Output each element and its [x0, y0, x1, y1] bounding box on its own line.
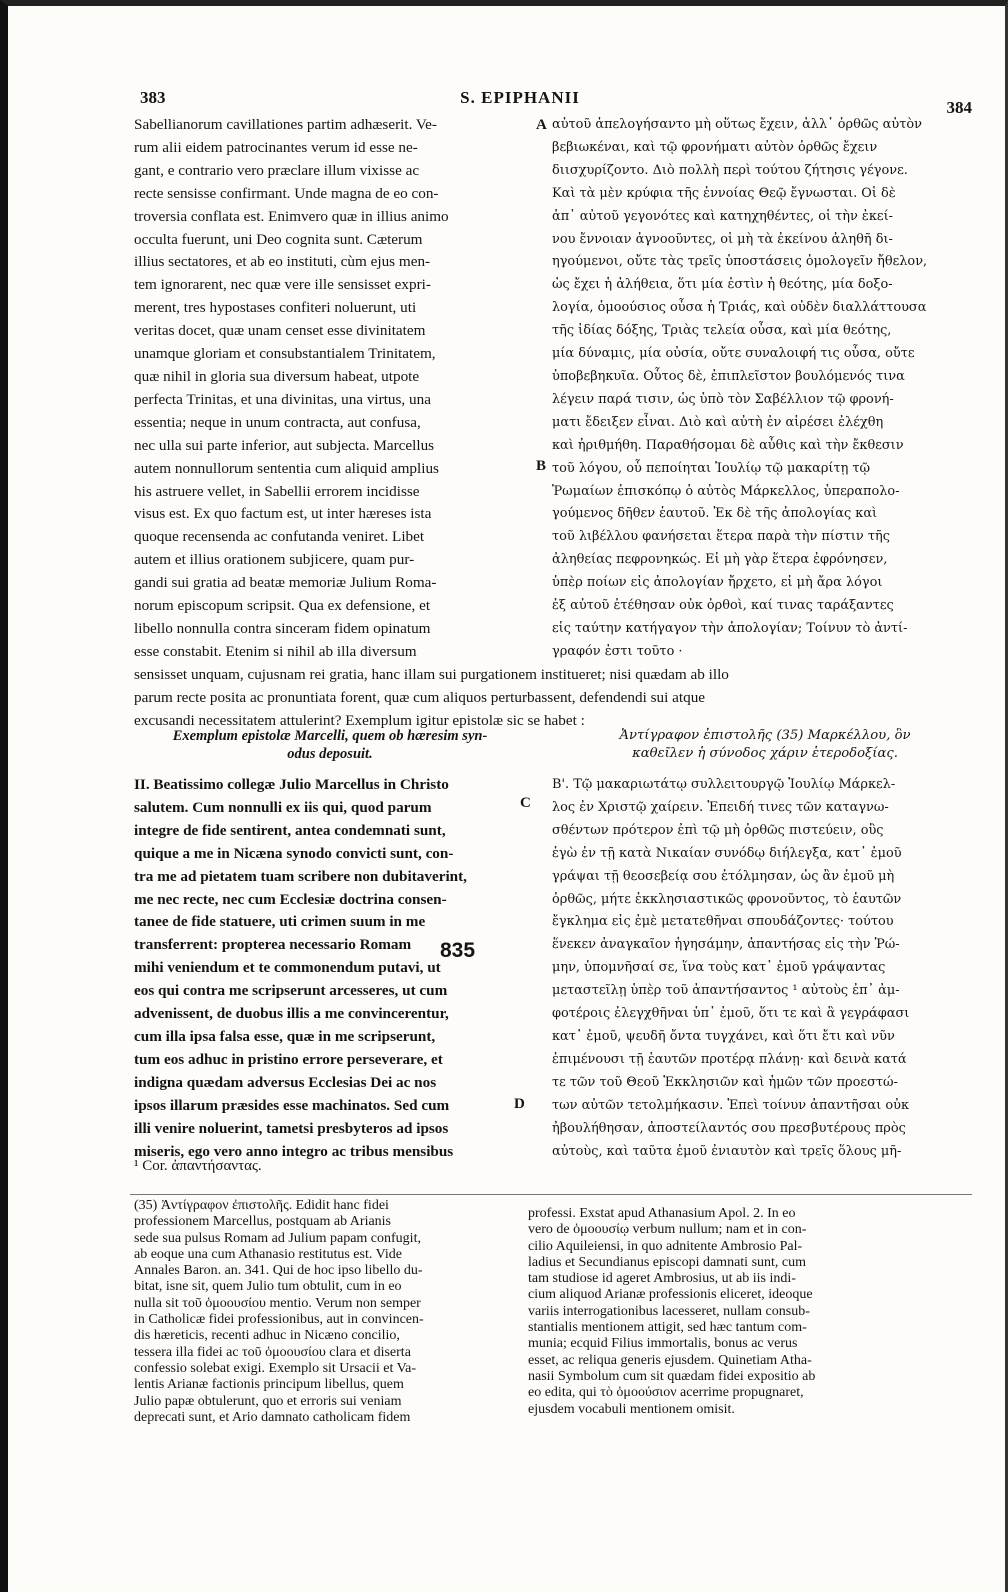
text-line: bitat, isne sit, quem Julio tum obtulit, cum in eo	[134, 1279, 402, 1295]
text-line: ejusdem vocabuli mentionem omisit.	[528, 1401, 735, 1417]
text-line: deprecati sunt, et Ario damnato catholicam fidem	[134, 1409, 411, 1425]
text-line: mihi veniendum et te commonendum putavi, ut	[134, 959, 441, 977]
text-line: sensisset unquam, cujusnam rei gratia, hanc illam sui purgationem institueret; nisi quædam ab illo	[134, 666, 729, 683]
text-line: λος ἐν Χριστῷ χαίρειν. Ἐπειδή τινες τῶν καταγνω-	[552, 799, 889, 815]
text-line: illi venire noluerint, tametsi presbyteros ad ipsos	[134, 1119, 449, 1137]
text-line: Καὶ τὰ μὲν κρύφια τῆς ἐννοίας Θεῷ ἔγνωσται. Οἱ δὲ	[552, 185, 896, 201]
latin-column-top	[134, 114, 524, 664]
text-line: ὡς ἔχει ἡ ἀλήθεια, ὅτι μία ἐστὶν ἡ θεότης, μία δοξο-	[552, 277, 893, 293]
text-line: autem nonnullorum sententia cum aliquid amplius	[134, 459, 439, 477]
text-line: stantialis mentionem attigit, sed hæc tantum com-	[528, 1320, 807, 1336]
text-line: merent, tres hypostases confiteri noluerunt, uti	[134, 299, 417, 317]
text-line: dis hæreticis, recenti adhuc in Nicæno concilio,	[134, 1328, 400, 1344]
text-line: quoque recensenda ac confutanda veniret. Libet	[134, 528, 425, 546]
text-line: II. Beatissimo collegæ Julio Marcellus in Christo	[134, 776, 449, 793]
text-line: nasii Symbolum cum sit quædam fidei expositio ab	[528, 1368, 816, 1384]
text-line: τοῦ λιβέλλου φανήσεται ἕτερα παρὰ τὴν πίστιν τῆς	[552, 529, 890, 545]
text-line: odus deposuit.	[287, 746, 373, 762]
text-line: ladius et Secundianus episcopi damnati sunt, cum	[528, 1254, 807, 1270]
greek-letter-heading	[556, 727, 974, 763]
text-line: διισχυρίζοντο. Διὸ πολλὴ περὶ τούτου ζήτησις γέγονε.	[552, 162, 908, 178]
latin-letter-heading	[130, 727, 530, 763]
text-line: ἐξ αὐτοῦ ἐτέθησαν οὐκ ὀρθοὶ, καί τινας ταράξαντες	[552, 598, 894, 614]
text-line: λογία, ὁμοούσιος οὖσα ἡ Τριάς, καὶ οὐδὲν διαλλάττουσα	[552, 300, 927, 316]
text-line: advenissent, de duobus illis a me convincerentur,	[134, 1005, 449, 1023]
page-number-left: 383	[140, 88, 166, 107]
text-line: illius sectatores, et ab eo instituti, cùm ejus men-	[134, 253, 431, 271]
text-line: ab eoque una cum Athanasio restitutus est. Vide	[134, 1246, 402, 1262]
text-line: ἀληθείας πεφρονηκώς. Εἰ μὴ γὰρ ἕτερα ἐφρόνησεν,	[552, 552, 888, 568]
text-line: ηγούμενοι, οὔτε τὰς τρεῖς ὑποστάσεις ὁμολογεῖν ἤθελον,	[552, 254, 928, 270]
text-line: Julio papæ obtulerunt, quo et erroris sui veniam	[134, 1393, 402, 1409]
text-line: ipsos illarum præsides esse machinatos. Sed cum	[134, 1096, 450, 1114]
text-line: tra me ad pietatem tuam scribere non dubitaverint,	[134, 867, 467, 885]
running-title: S. EPIPHANII	[460, 88, 580, 107]
section-marker-a: A	[536, 117, 547, 133]
text-line: integre de fide sentirent, antea condemnati sunt,	[134, 821, 446, 839]
text-line: quæ nihil in gloria sua diversum habeat, utpote	[134, 367, 420, 385]
text-line: miseris, ego vero anno integro ac tribus mensibus	[134, 1142, 454, 1160]
column-number: 835	[440, 939, 476, 962]
text-line: troversia conflata est. Enimvero quæ in illius animo	[134, 207, 449, 225]
latin-column-bottom	[134, 774, 524, 1163]
text-line: eos qui contra me scripserunt arcesseres, ut cum	[134, 982, 448, 1000]
notes-divider	[130, 1194, 972, 1195]
text-line: σθέντων πρότερον ἐπὶ τῷ μὴ ὀρθῶς πιστεύειν, οὓς	[552, 822, 884, 838]
text-line: των αὐτῶν τετολμήκασιν. Ἐπεὶ τοίνυν ἀπαντῆσαι οὐκ	[552, 1097, 910, 1113]
text-line: excusandi necessitatem attulerint? Exemplum igitur epistolæ sic se habet :	[134, 711, 585, 729]
text-line: perfecta Trinitas, et una divinitas, una virtus, una	[134, 390, 431, 408]
text-line: μεταστεῖλῃ ὑπὲρ τοῦ ἀπαντήσαντος ¹ αὐτοὺς ἐπ᾿ ἀμ-	[552, 983, 900, 999]
text-line: ὑποβεβηκυῖα. Οὗτος δὲ, ἐπιπλεῖστον βουλόμενός τινα	[552, 368, 905, 384]
text-line: ἀπ᾿ αὐτοῦ γεγονότες καὶ κατηχηθέντες, οἱ τὴν ἐκεί-	[552, 208, 893, 224]
text-line: καθεῖλεν ἡ σύνοδος χάριν ἑτεροδοξίας.	[632, 746, 898, 761]
text-line: ἐπιμένουσι τῇ ἑαυτῶν προτέρᾳ πλάνῃ· καὶ δεινὰ κατά	[552, 1051, 907, 1067]
text-line: in Catholicæ fidei professionibus, aut in convincen-	[134, 1312, 424, 1328]
text-line: veritas docet, quæ unam censet esse divinitatem	[134, 322, 426, 340]
text-line: unamque gloriam et consubstantialem Trinitatem,	[134, 345, 436, 363]
text-line: variis interrogationibus lacesseret, nullam consub-	[528, 1303, 810, 1319]
text-line: lentis Arianæ factionis principum libellus, quem	[134, 1377, 404, 1393]
text-line: cilio Aquileiensi, in quo adnitente Ambrosio Pal-	[528, 1238, 803, 1254]
text-line: ὑπὲρ ποίων εἰς ἀπολογίαν ἤρχετο, εἰ μὴ ἄρα λόγοι	[552, 575, 883, 591]
text-line: εἰς ταύτην κατήγαγον τὴν ἀπολογίαν; Τοίνυν τὸ ἀντί-	[552, 620, 908, 636]
text-line: (35) Ἀντίγραφον ἐπιστολῆς. Edidit hanc fidei	[134, 1198, 389, 1213]
text-line: τε τῶν τοῦ Θεοῦ Ἐκκλησιῶν καὶ ἡμῶν τῶν προεστώ-	[552, 1074, 898, 1090]
text-line: nec ulla sui parte inferior, aut subjecta. Marcellus	[134, 436, 435, 454]
text-line: αὐτοὺς, καὶ ταῦτα ἐμοῦ ἐνιαυτὸν καὶ τρεῖς ὅλους μῆ-	[552, 1143, 902, 1159]
text-line: μην, ὑπομνῆσαί σε, ἵνα τοὺς κατ᾿ ἐμοῦ γράψαντας	[552, 960, 886, 976]
text-line: γράψαι τῇ θεοσεβείᾳ σου ἐτόλμησαν, ὡς ἂν ἐμοῦ μὴ	[552, 868, 895, 884]
text-line: parum recte posita ac pronuntiata forent, quæ cum aliquos perturbassent, defendendi sui atque	[134, 688, 706, 706]
text-line: ἕνεκεν ἀναγκαῖον ἡγησάμην, ἀπαντήσας εἰς τὴν Ῥώ-	[552, 937, 900, 953]
text-line: λέγειν παρά τισιν, ὡς ὑπὸ τὸν Σαβέλλιον τῷ φρονή-	[552, 391, 894, 407]
text-line: me nec recte, nec cum Ecclesiæ doctrina consen-	[134, 890, 447, 908]
text-line: ἠβουλήθησαν, ἀποστείλαντός σου πρεσβυτέρους πρὸς	[552, 1120, 906, 1136]
footnote: ¹ Cor. ἀπαντήσαντας.	[134, 1158, 262, 1174]
text-line: vero de ὁμοουσίῳ verbum nullum; nam et in con-	[528, 1222, 807, 1238]
text-line: tem ignorarent, nec quæ vere ille sensisset expri-	[134, 276, 431, 294]
greek-column-bottom	[552, 774, 970, 1163]
text-line: eo edita, qui τὸ ὁμοούσιον acerrime propugnaret,	[528, 1385, 804, 1401]
text-line: tanee de fide statuere, uti crimen suum in me	[134, 913, 426, 931]
text-line: visus est. Ex quo factum est, ut inter hæreses ista	[134, 505, 432, 523]
text-line: Ἀντίγραφον ἐπιστολῆς (35) Μαρκέλλου, ὃν	[619, 728, 911, 743]
notes-right-column	[528, 1206, 968, 1418]
text-line: φοτέροις ἐλεγχθῆναι ὑπ᾿ ἐμοῦ, ὅτι τε καὶ ἃ γεγράφασι	[552, 1006, 910, 1022]
section-marker-b: B	[536, 458, 547, 474]
text-line: ἔγκλημα εἰς ἐμὲ μετατεθῆναι σπουδάζοντες· τούτου	[552, 914, 894, 930]
text-line: μία δύναμις, μία οὐσία, οὔτε συναλοιφή τις οὖσα, οὔτε	[552, 346, 915, 362]
text-line: sede sua pulsus Romam ad Julium papam confugit,	[134, 1230, 421, 1246]
notes-left-column	[134, 1198, 514, 1426]
text-line: autem et illius orationem subjicere, quam pur-	[134, 551, 415, 569]
text-line: salutem. Cum nonnulli ex iis qui, quod parum	[134, 798, 432, 816]
text-line: norum episcopum scripsit. Qua ex defensione, et	[134, 597, 431, 615]
text-line: transferrent: propterea necessario Romam	[134, 936, 412, 954]
section-marker-c: C	[520, 795, 531, 811]
text-line: Ῥωμαίων ἐπισκόπῳ ὁ αὐτὸς Μάρκελλος, ὑπεραπολο-	[552, 483, 900, 499]
text-line: Exemplum epistolæ Marcelli, quem ob hæresim syn-	[172, 728, 488, 744]
text-line: νου ἔννοιαν ἀγνοοῦντες, οἱ μὴ τὰ ἐκείνου ἀληθῆ δι-	[552, 231, 893, 247]
text-line: occulta fuerunt, uni Deo cognita sunt. Cæterum	[134, 230, 423, 248]
text-line: recte sensisse confirmant. Unde magna de eo con-	[134, 184, 439, 202]
text-line: libello nonnulla contra sinceram fidem opinatum	[134, 619, 431, 637]
text-line: τῆς ἰδίας δόξης, Τριὰς τελεία οὖσα, καὶ μία θεότης,	[552, 323, 892, 339]
text-line: nulla sit τοῦ ὁμοουσίου mentio. Verum non semper	[134, 1295, 421, 1311]
text-line: indigna quædam adversus Ecclesias Dei ac nos	[134, 1073, 437, 1091]
text-line: γραφόν ἐστι τοῦτο ·	[552, 643, 683, 659]
text-line: gant, e contrario vero præclare illum vixisse ac	[134, 161, 420, 179]
text-line: esset, ac reliqua generis ejusdem. Quinetiam Atha-	[528, 1352, 812, 1368]
text-line: quique a me in Nicæna synodo convicti sunt, con-	[134, 844, 454, 862]
text-line: tessera illa fidei ac τοῦ ὁμοουσίου clara et diserta	[134, 1344, 411, 1360]
text-line: αὐτοῦ ἀπελογήσαντο μὴ οὕτως ἔχειν, ἀλλ᾿ ὀρθῶς αὐτὸν	[552, 117, 922, 132]
text-line: essentia; neque in unum contracta, aut confusa,	[134, 413, 421, 431]
text-line: βεβιωκέναι, καὶ τῷ φρονήματι αὐτὸν ὀρθῶς ἔχειν	[552, 139, 878, 155]
text-line: cium aliquod Arianæ professionis eliceret, ideoque	[528, 1287, 813, 1303]
text-line: tum eos adhuc in pristino errore perseverare, et	[134, 1050, 443, 1068]
text-line: cum illa ipsa falsa esse, quæ in me scripserunt,	[134, 1027, 436, 1045]
text-line: professi. Exstat apud Athanasium Apol. 2. In eo	[528, 1206, 796, 1221]
text-line: γούμενος δῆθεν ἑαυτοῦ. Ἐκ δὲ τῆς ἀπολογίας καὶ	[552, 506, 878, 522]
text-line: rum alii eidem patrocinantes verum id esse ne-	[134, 138, 418, 156]
text-line: ματι ἔδειξεν εἶναι. Διὸ καὶ αὐτὴ ἐν αἱρέσει ἐλέχθη	[552, 414, 884, 430]
text-line: ὀρθῶς, μήτε ἐκκλησιαστικῶς φρονοῦντος, τὸ ἑαυτῶν	[552, 891, 902, 907]
greek-column-top	[552, 114, 970, 664]
text-line: τοῦ λόγου, οὗ πεποίηται Ἰουλίῳ τῷ μακαρίτῃ τῷ	[552, 460, 871, 476]
text-line: Annales Baron. an. 341. Qui de hoc ipso libello du-	[134, 1263, 423, 1279]
text-line: confessio solebat exigi. Exemplo sit Ursacii et Va-	[134, 1360, 417, 1376]
text-line: esse constabit. Etenim si nihil ab illa diversum	[134, 642, 417, 660]
section-marker-d: D	[514, 1096, 525, 1112]
text-line: καὶ ἠριθμήθη. Παραθήσομαι δὲ αὖθις καὶ τὴν ἔκθεσιν	[552, 437, 904, 453]
page-number-right: 384	[946, 98, 972, 117]
text-line: Β'. Τῷ μακαριωτάτῳ συλλειτουργῷ Ἰουλίῳ Μάρκελ-	[552, 777, 896, 792]
text-line: Sabellianorum cavillationes partim adhæserit. Ve-	[134, 116, 437, 133]
text-line: gandi sui gratia ad beatæ memoriæ Julium Roma-	[134, 574, 437, 592]
text-line: munia; ecquid Filius immortalis, bonus ac verus	[528, 1336, 798, 1352]
text-line: his astruere vellet, in Sabellii errorem incidisse	[134, 482, 420, 500]
text-line: ἐγὼ ἐν τῇ κατὰ Νικαίαν συνόδῳ διήλεγξα, κατ᾿ ἐμοῦ	[552, 845, 902, 861]
latin-spanning-text	[134, 664, 970, 733]
text-line: professionem Marcellus, postquam ab Arianis	[134, 1214, 392, 1230]
text-line: κατ᾿ ἐμοῦ, ψευδῆ ὄντα τυγχάνει, καὶ ὅτι ἔτι καὶ νῦν	[552, 1028, 895, 1044]
text-line: tam studiose id ageret Ambrosius, ut ab iis indi-	[528, 1271, 796, 1287]
